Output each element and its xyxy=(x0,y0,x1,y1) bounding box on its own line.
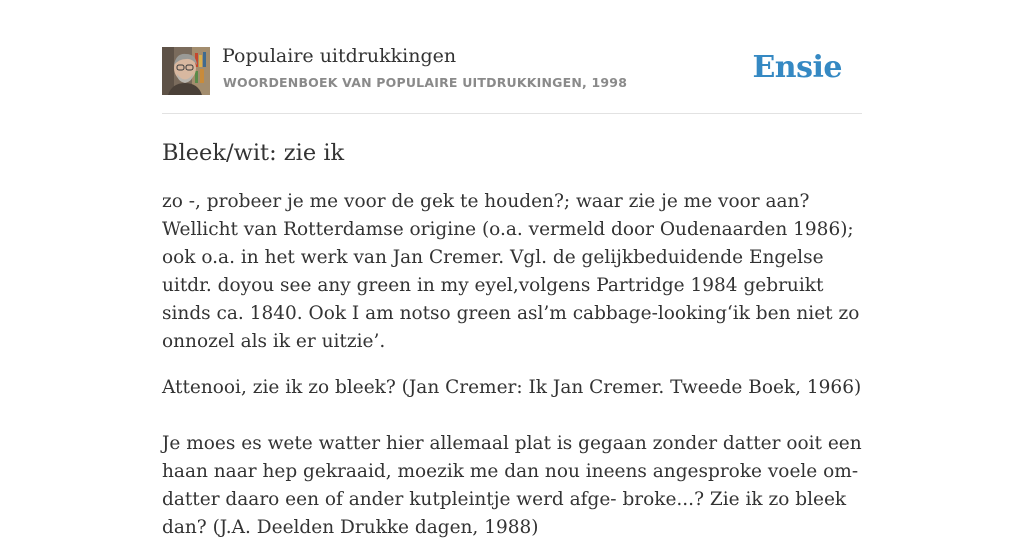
entry-title: Bleek/wit: zie ik xyxy=(162,140,345,166)
author-avatar[interactable] xyxy=(162,47,210,95)
entry-header xyxy=(162,0,862,114)
entry-quote: Attenooi, zie ik zo bleek? (Jan Cremer: Ik Jan Cremer. Tweede Boek, 1966) xyxy=(162,377,862,398)
entry-quote: Je moes es wete watter hier allemaal plat is gegaan zonder datter ooit een haan naar hep gekraaid, moezik me dan nou ineens angesproke voele om- datter daaro een of ander kutpleintje werd afge- broke...? Zie ik zo bleek dan? (J.A. Deelden Drukke dagen, 1988) xyxy=(162,433,862,538)
source-title[interactable]: Populaire uitdrukkingen xyxy=(222,45,457,67)
entry-definition: zo -, probeer je me voor de gek te houden?; waar zie je me voor aan? Wellicht van Rotterdamse origine (o.a. vermeld door Oudenaarden 1986); ook o.a. in het werk van Jan Cremer. Vgl. de gelijkbeduidende Engelse uitdr. doyou see any green in my eyel,volgens Partridge 1984 gebruikt sinds ca. 1840. Ook I am notso green asl’m cabbage-looking‘ik ben niet zo onnozel als ik er uitzie’. xyxy=(162,191,860,352)
entry-container xyxy=(162,0,862,542)
author-portrait-icon xyxy=(162,47,210,95)
ensie-logo[interactable]: Ensie xyxy=(752,50,842,85)
source-subtitle: WOORDENBOEK VAN POPULAIRE UITDRUKKINGEN, 1998 xyxy=(223,75,628,90)
